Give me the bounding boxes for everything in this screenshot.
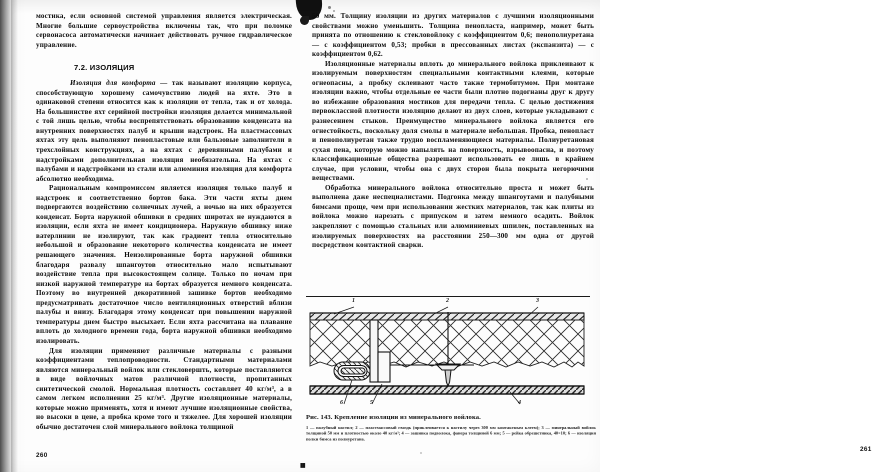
figure-callout-4: 4 xyxy=(518,400,521,406)
lead-in-phrase: Изоляция для комфорта xyxy=(70,79,156,88)
page-number-left: 260 xyxy=(36,452,48,459)
paragraph-insulation-comfort: Изоляция для комфорта — так называют изоляцию корпуса, способствующую хорошему самочувствию людей на яхте. Это в одинаковой степени относится как к изоляции от тепла, так и от холода. На большинстве яхт серийной постройки изоляция делается минимальной с той лишь целью, чтобы воспрепятствовать образованию конденсата на внутренних поверхностях палуб и крыши надстроек. На пластмассовых яхтах эту цель выполняют пенопластовые или бальзовые заполнители в трехслойных конструкциях, а на яхтах с деревянными палубами и надстройками дополнительная изоляция необязательна. На яхтах с палубами и надстройками из стали или алюминия изоляция для комфорта абсолютно необходима. xyxy=(36,79,292,183)
paragraph-thickness-coefficients: 50 мм. Толщину изоляции из других материалов с лучшими изоляционными свойствами можно уменьшить. Толщина пенопласта, например, может быть принята по отношению к стекловойлоку с коэффициентом 0,6; пенополиуретана — с коэффициентом 0,53; пробки в прессованных листах (экспанзита) — с коэффициентом 0,62. xyxy=(312,12,594,59)
figure-separator-rule xyxy=(306,296,590,297)
figure-callout-6: 6 xyxy=(340,400,343,406)
figure-callout-2: 2 xyxy=(446,298,449,304)
section-heading: 7.2. ИЗОЛЯЦИЯ xyxy=(74,63,135,73)
figure-callout-3: 3 xyxy=(536,298,539,304)
paragraph-felt-processing: Обработка минерального войлока относительно проста и может быть выполнена даже неспециалистами. Подгонка между шпангоутами и палубными бимсами проще, чем при использовании жестких материалов, так как плиты из войлока можно нарезать с припуском и затем немного осадить. Войлок закрепляют с помощью стальных или алюминиевых шпилек, поставленных на изолируемых поверхностях на расстоянии 250—300 мм одна от другой посредством контактной сварки. xyxy=(312,183,594,250)
paragraph-continuation: мостика, если основной системой управления является электрическая. Многие большие сервоустройства включены так, что при поломке сервонасоса автоматически начинает действовать ручное гидравлическое управление. xyxy=(36,12,292,49)
page-number-right: 261 xyxy=(860,446,872,453)
figure-caption-legend: 1 — палубный настил; 2 — пластмассовый гвоздь (приклеивается к настилу через 300 мм контактным клеем); 3 — минеральный войлок толщиной 50 мм и плотностью около 40 кг/м³; 4 — зашивка подволока, фанера толщиной 6 мм; 5 — рейка обрешетника, 40×10; 6 — изоляция полки бимса из полиуретана. xyxy=(306,425,596,442)
figure-title: Крепление изоляции из минерального войлока. xyxy=(334,414,481,421)
figure-callout-1: 1 xyxy=(352,298,355,304)
paragraph-rational-compromise: Рациональным компромиссом является изоляция только палуб и надстроек и соответственно бортов бака. Эти части яхты днем подвергаются воздействию солнечных лучей, а ночью на них образуется конденсат. Борта наружной обшивки в средних широтах не нуждаются в изоляции, если яхта не имеет кондиционера. Наружную обшивку ниже ватерлинии не изолируют, так как градиент тепла относительно небольшой и образование некоторого количества конденсата не имеет решающего значения. Неизолированные борта наружной обшивки благодаря развалу шпангоутов относительно мало испытывают воздействие тепла при высокостоящем солнце. Только по ночам при низкой наружной температуре на бортах образуется немного конденсата. Поэтому во внутренней декоративной зашивке бортов необходимо предусматривать достаточное число вентиляционных отверстий вблизи палубы и внизу. Благодаря этому конденсат при повышении наружной температуры днем быстро высыхает. Если яхта рассчитана на плавание вплоть до холодного времени года, борта наружной обшивки необходимо изолировать. xyxy=(36,184,292,345)
figure-callout-5: 5 xyxy=(370,400,373,406)
stray-scan-mark: ▮▮ xyxy=(300,463,305,469)
figure-caption-title xyxy=(306,414,594,422)
figure-143 xyxy=(306,296,594,466)
paragraph-materials: Для изоляции применяют различные материалы с разными коэффициентами теплопроводности. Стандартными материалами являются минеральный войлок или стекловершть, которые поставляются в виде войлочных матов различной плотности, пропитанных синтетической смолой. Нормальная плотность составляет 40 кг/м³, а в самом легком исполнении 25 кг/м³. Другие изоляционные материалы, которые можно применять, хотя и имеют лучшие изоляционные свойства, но высоки в цене, а пробка кроме того и тяжелее. Для хорошей изоляции обычно достаточен слой минерального войлока толщиной xyxy=(36,346,292,431)
insulation-cross-section-drawing xyxy=(306,300,592,400)
left-page xyxy=(0,0,300,472)
figure-number: Рис. 143. xyxy=(306,414,333,421)
paragraph-adhesives: Изоляционные материалы вплоть до минерального войлока приклеивают к изолируемым поверхностям специальными контактными клеями, которые огнеопасны, а пробку склеивают часто также термобитумом. При монтаже изоляции важно, чтобы отдельные ее части были плотно подогнаны друг к другу во избежание образования мостиков для передачи тепла. С целью достижения первоклассной плотности изоляцию делают из двух слоев, которые укладывают с разнесением стыков. Преимущество минерального войлока является его огнестойкость, поскольку доля смолы в материале небольшая. Пробка, пенопласт и пенополиуретан также трудно воспламеняющиеся материалы. Полиуретановая сухая пена, которую можно напылять на поверхность, взрывоопасна, и поэтому классификационные общества разрешают использовать ее лишь в крайнем случае, при условии, чтобы она с двух сторон была покрыта негорючими веществами. xyxy=(312,59,594,183)
